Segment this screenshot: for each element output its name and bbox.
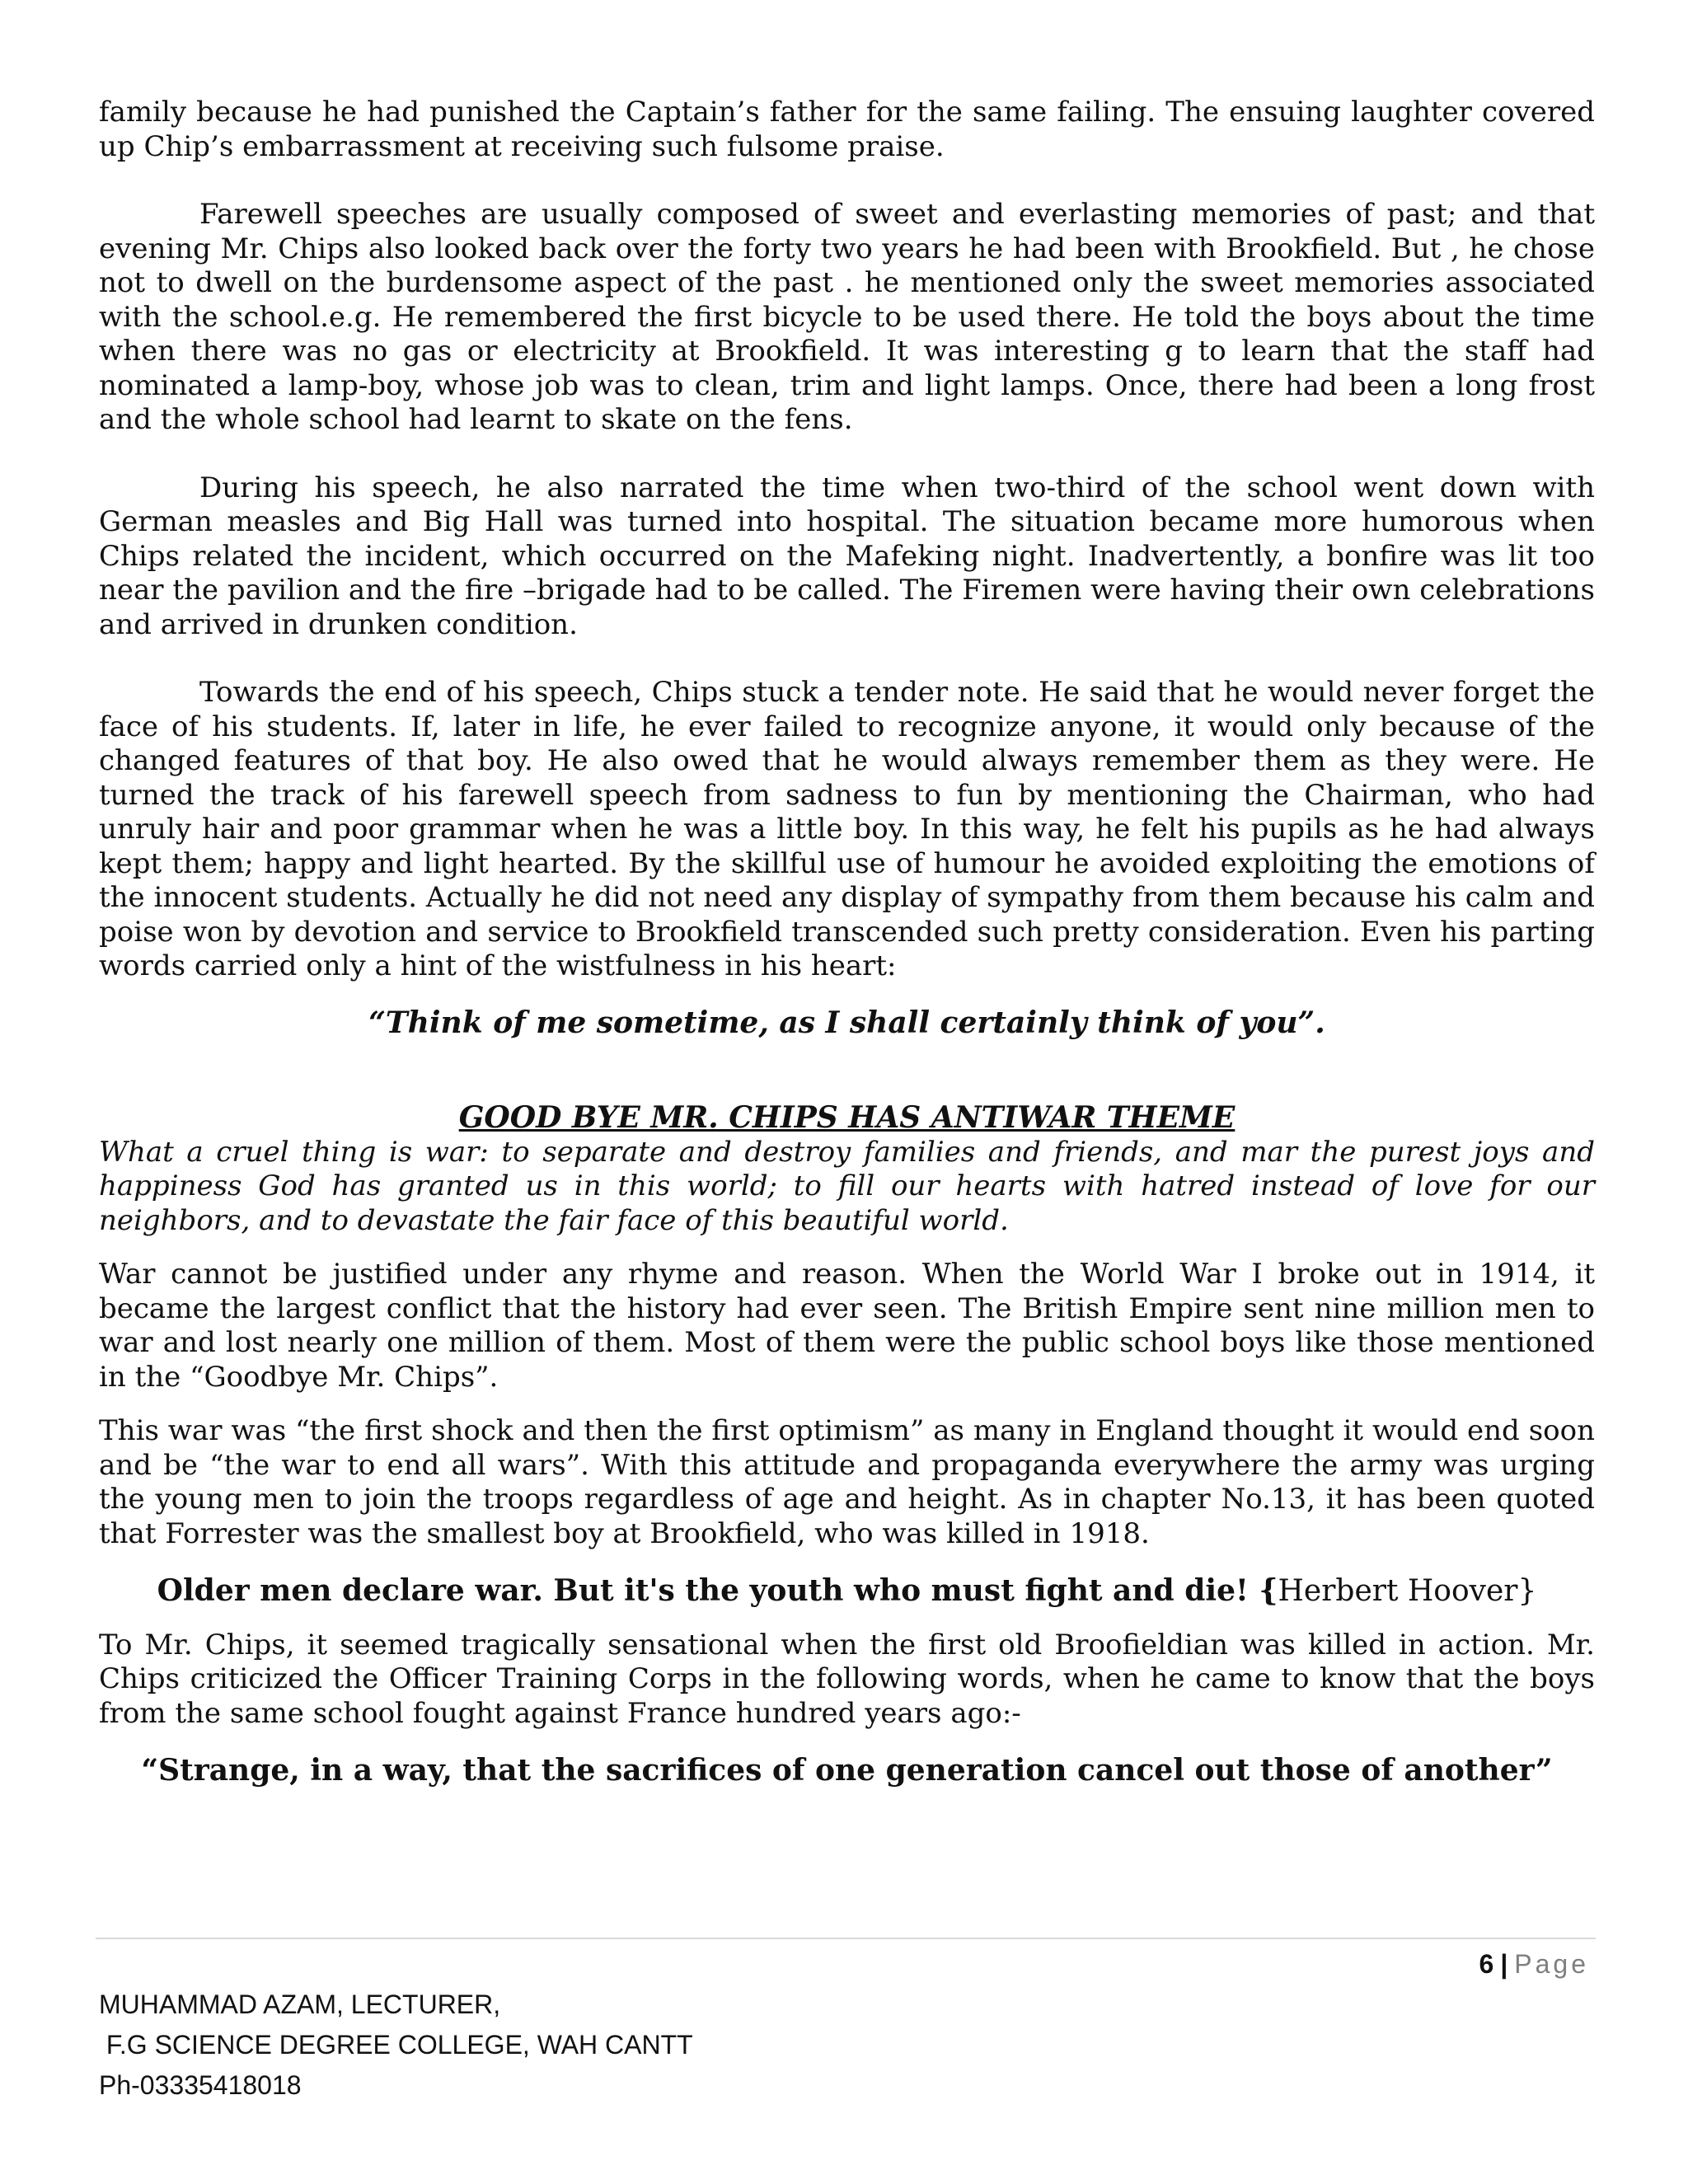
paragraph-cruel-war: What a cruel thing is war: to separate and destroy families and friends, and mar the purest joys and happiness God has granted us in this world; to fill our hearts with hatred instead of love for our neighbors, and to devastate the fair face of this beautiful world. [99, 1135, 1595, 1237]
footer-college: F.G SCIENCE DEGREE COLLEGE, WAH CANTT [99, 2030, 693, 2060]
footer-phone: Ph-03335418018 [99, 2070, 302, 2100]
page-label: Page [1514, 1949, 1589, 1979]
quote-hoover [99, 1574, 1595, 1609]
paragraph-officer-training: To Mr. Chips, it seemed tragically sensational when the first old Broofieldian was killed in action. Mr. Chips criticized the Officer Training Corps in the following words, when he came to know that the boys from the same school fought against France hundred years ago:- [99, 1628, 1595, 1730]
paragraph-world-war: War cannot be justified under any rhyme and reason. When the World War I broke out in 1914, it became the largest conflict that the history had ever seen. The British Empire sent nine million men to war and lost nearly one million of them. Most of them were the public school boys like those mentioned in the “Goodbye Mr. Chips”. [99, 1258, 1595, 1394]
footer-author-block [99, 1985, 693, 2106]
page-number-value: 6 [1479, 1949, 1494, 1979]
paragraph-1: family because he had punished the Captain’s father for the same failing. The ensuing laughter covered up Chip’s embarrassment at receiving such fulsome praise. [99, 96, 1595, 163]
quote-hoover-author: Herbert Hoover} [1278, 1574, 1537, 1608]
footer-divider [96, 1938, 1596, 1939]
page-separator: | [1500, 1949, 1508, 1979]
paragraph-farewell-speech: Farewell speeches are usually composed of sweet and everlasting memories of past; and that evening Mr. Chips also looked back over the forty two years he had been with Brookfield. But , he chose not to dwell on the burdensome aspect of the past . he mentioned only the sweet memories associated with the school.e.g. He remembered the first bicycle to be used there. He told the boys about the time when there was no gas or electricity at Brookfield. It was interesting g to learn that the staff had nominated a lamp-boy, whose job was to clean, trim and light lamps. Once, there had been a long frost and the whole school had learnt to skate on the fens. [99, 198, 1595, 436]
quote-think-of-me: “Think of me sometime, as I shall certainly think of you”. [368, 1005, 1325, 1040]
paragraph-tender-note: Towards the end of his speech, Chips stuck a tender note. He said that he would never forget the face of his students. If, later in life, he ever failed to recognize anyone, it would only because of the changed features of that boy. He also owed that he would always remember them as they were. He turned the track of his farewell speech from sadness to fun by mentioning the Chairman, who had unruly hair and poor grammar when he was a little boy. In this way, he felt his pupils as he had always kept them; happy and light hearted. By the skillful use of humour he avoided exploiting the emotions of the innocent students. Actually he did not need any display of sympathy from them because his calm and poise won by devotion and service to Brookfield transcended such pretty consideration. Even his parting words carried only a hint of the wistfulness in his heart: [99, 676, 1595, 982]
footer-author-name: MUHAMMAD AZAM, LECTURER, [99, 1990, 501, 2019]
quote-hoover-text: Older men declare war. But it's the youth who must fight and die! { [157, 1573, 1278, 1608]
quote-sacrifices: “Strange, in a way, that the sacrifices of one generation cancel out those of another” [141, 1753, 1553, 1788]
page-number [1479, 1947, 1589, 1980]
paragraph-first-shock: This war was “the first shock and then the first optimism” as many in England thought it would end soon and be “the war to end all wars”. With this attitude and propaganda everywhere the army was urging the young men to join the troops regardless of age and height. As in chapter No.13, it has been quoted that Forrester was the smallest boy at Brookfield, who was killed in 1918. [99, 1414, 1595, 1550]
paragraph-measles: During his speech, he also narrated the time when two-third of the school went down with German measles and Big Hall was turned into hospital. The situation became more humorous when Chips related the incident, which occurred on the Mafeking night. Inadvertently, a bonfire was lit too near the pavilion and the fire –brigade had to be called. The Firemen were having their own celebrations and arrived in drunken condition. [99, 471, 1595, 641]
document-body [99, 96, 1595, 1788]
section-heading: GOOD BYE MR. CHIPS HAS ANTIWAR THEME [458, 1100, 1236, 1135]
